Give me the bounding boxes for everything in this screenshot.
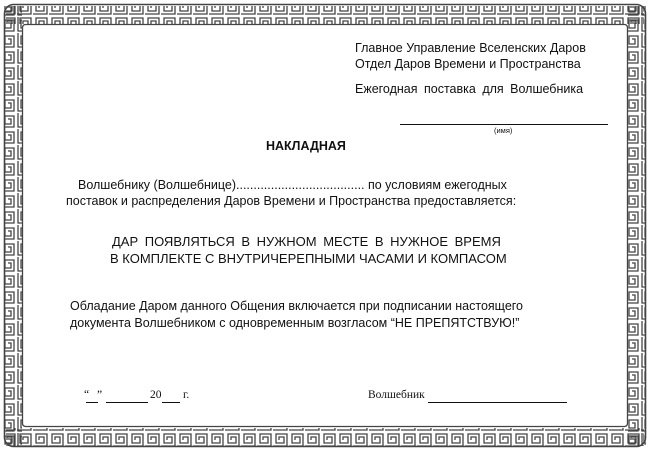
date-century: 20 (150, 389, 162, 401)
date-year-blank (162, 402, 180, 403)
document-title: НАКЛАДНАЯ (266, 139, 346, 153)
gift-line-1: ДАР ПОЯВЛЯТЬСЯ В НУЖНОМ МЕСТЕ В НУЖНОЕ ВРЕМЯ (112, 234, 501, 249)
intro-line-1: Волшебнику (Волшебнице)..................................... по условиям ежегодных (78, 178, 507, 192)
wizard-label: Волшебник (368, 389, 425, 401)
date-quote-close: ” (97, 389, 103, 401)
org-name: Главное Управление Вселенских Даров (355, 41, 586, 55)
name-caption: (имя) (494, 126, 513, 135)
date-month-blank (106, 402, 148, 403)
condition-line-2: документа Волшебником с одновременным возгласом “НЕ ПРЕПЯТСТВУЮ!” (70, 316, 520, 330)
gift-line-2: В КОМПЛЕКТЕ С ВНУТРИЧЕРЕПНЫМИ ЧАСАМИ И КОМПАСОМ (110, 251, 507, 266)
date-day-blank (86, 402, 98, 403)
condition-line-1: Обладание Даром данного Общения включается при подписании настоящего (70, 299, 524, 313)
wizard-signature-line (428, 402, 567, 403)
date-quote-open: “ (84, 389, 90, 401)
delivery-subtitle: Ежегодная поставка для Волшебника (355, 82, 584, 96)
intro-line-2: поставок и распределения Даров Времени и Пространства предоставляется: (66, 194, 517, 208)
name-line (400, 124, 608, 125)
date-year-suffix: г. (183, 389, 190, 401)
department-name: Отдел Даров Времени и Пространства (355, 57, 581, 71)
